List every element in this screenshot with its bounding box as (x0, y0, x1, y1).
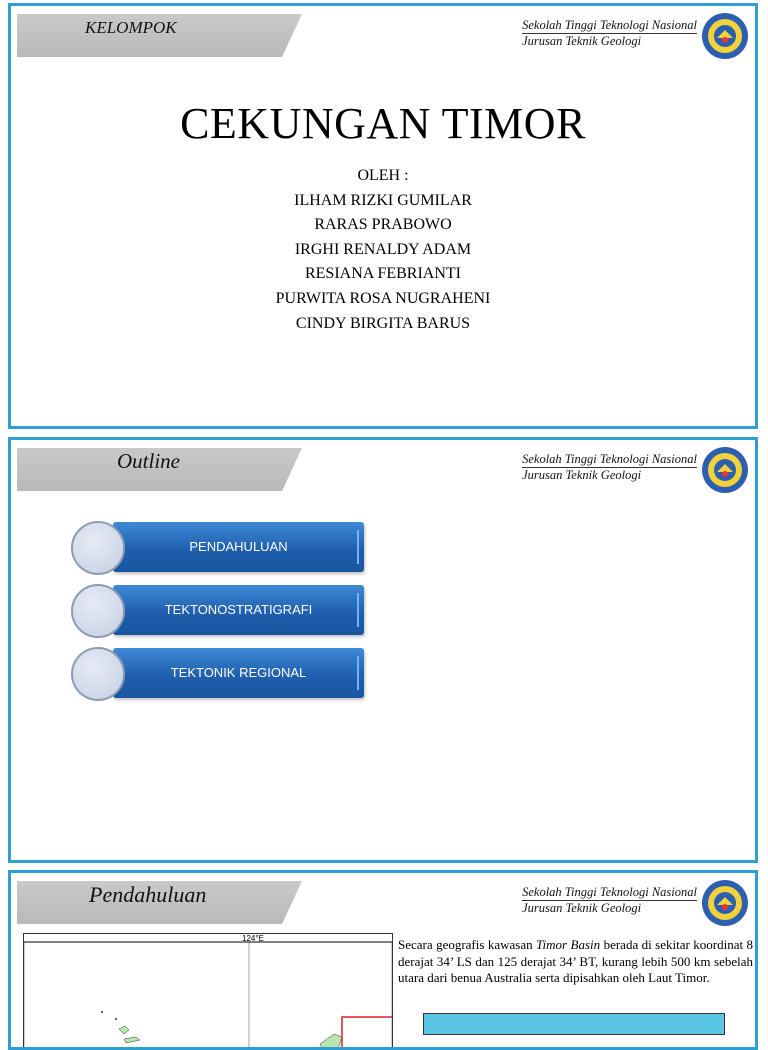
tab-label: Outline (117, 449, 180, 473)
department-name: Jurusan Teknik Geologi (522, 34, 642, 48)
institution-logo-icon (701, 12, 749, 60)
tab-label: KELOMPOK (85, 18, 177, 37)
institution-logo-icon (701, 446, 749, 494)
presentation-title: CEKUNGAN TIMOR (180, 99, 586, 148)
school-name: Sekolah Tinggi Teknologi Nasional (522, 18, 697, 32)
institution-header (522, 452, 697, 482)
paragraph-text: Secara geografis kawasan (398, 937, 537, 952)
author-line: RARAS PRABOWO (314, 216, 452, 234)
author-line: RESIANA FEBRIANTI (304, 265, 461, 283)
institution-header (522, 885, 697, 915)
bullet-circle-icon (71, 521, 125, 575)
author-line: IRGHI RENALDY ADAM (294, 240, 472, 258)
school-name: Sekolah Tinggi Teknologi Nasional (522, 885, 697, 899)
bullet-circle-icon (71, 647, 125, 701)
location-map (23, 933, 393, 1050)
outline-label: TEKTONIK REGIONAL (170, 665, 307, 680)
department-name: Jurusan Teknik Geologi (522, 468, 642, 482)
outline-label: TEKTONOSTRATIGRAFI (164, 602, 313, 617)
outline-item-tektonik-regional[interactable] (71, 648, 366, 700)
slide-pendahuluan (8, 870, 758, 1050)
intro-paragraph (398, 937, 753, 987)
institution-header (522, 18, 697, 48)
outline-item-tektonostratigrafi[interactable] (71, 585, 366, 637)
map-coordinate-label: 124°E (242, 934, 264, 943)
school-name: Sekolah Tinggi Teknologi Nasional (522, 452, 697, 466)
author-line: OLEH : (357, 167, 409, 184)
author-line: ILHAM RIZKI GUMILAR (294, 191, 472, 209)
author-list (11, 164, 755, 336)
slide-kelompok (8, 3, 758, 429)
department-name: Jurusan Teknik Geologi (522, 901, 642, 915)
map-drawing (24, 934, 392, 1050)
tab-label: Pendahuluan (89, 882, 207, 907)
paragraph-emphasis: Timor Basin (536, 937, 601, 952)
regional-map-thumbnail (423, 1013, 725, 1035)
paragraph-text: berada di sekitar koordinat 8 derajat 34’ LS dan 125 derajat 34’ BT, kurang lebih 500 km sebelah utara dari benua Australia serta dipisahkan oleh Laut Timor. (398, 937, 753, 985)
author-line: CINDY BIRGITA BARUS (295, 314, 471, 332)
outline-label: PENDAHULUAN (189, 539, 288, 554)
slide-outline (8, 437, 758, 863)
bullet-circle-icon (71, 584, 125, 638)
author-line: PURWITA ROSA NUGRAHENI (275, 289, 491, 307)
outline-item-pendahuluan[interactable] (71, 522, 366, 574)
institution-logo-icon (701, 879, 749, 927)
